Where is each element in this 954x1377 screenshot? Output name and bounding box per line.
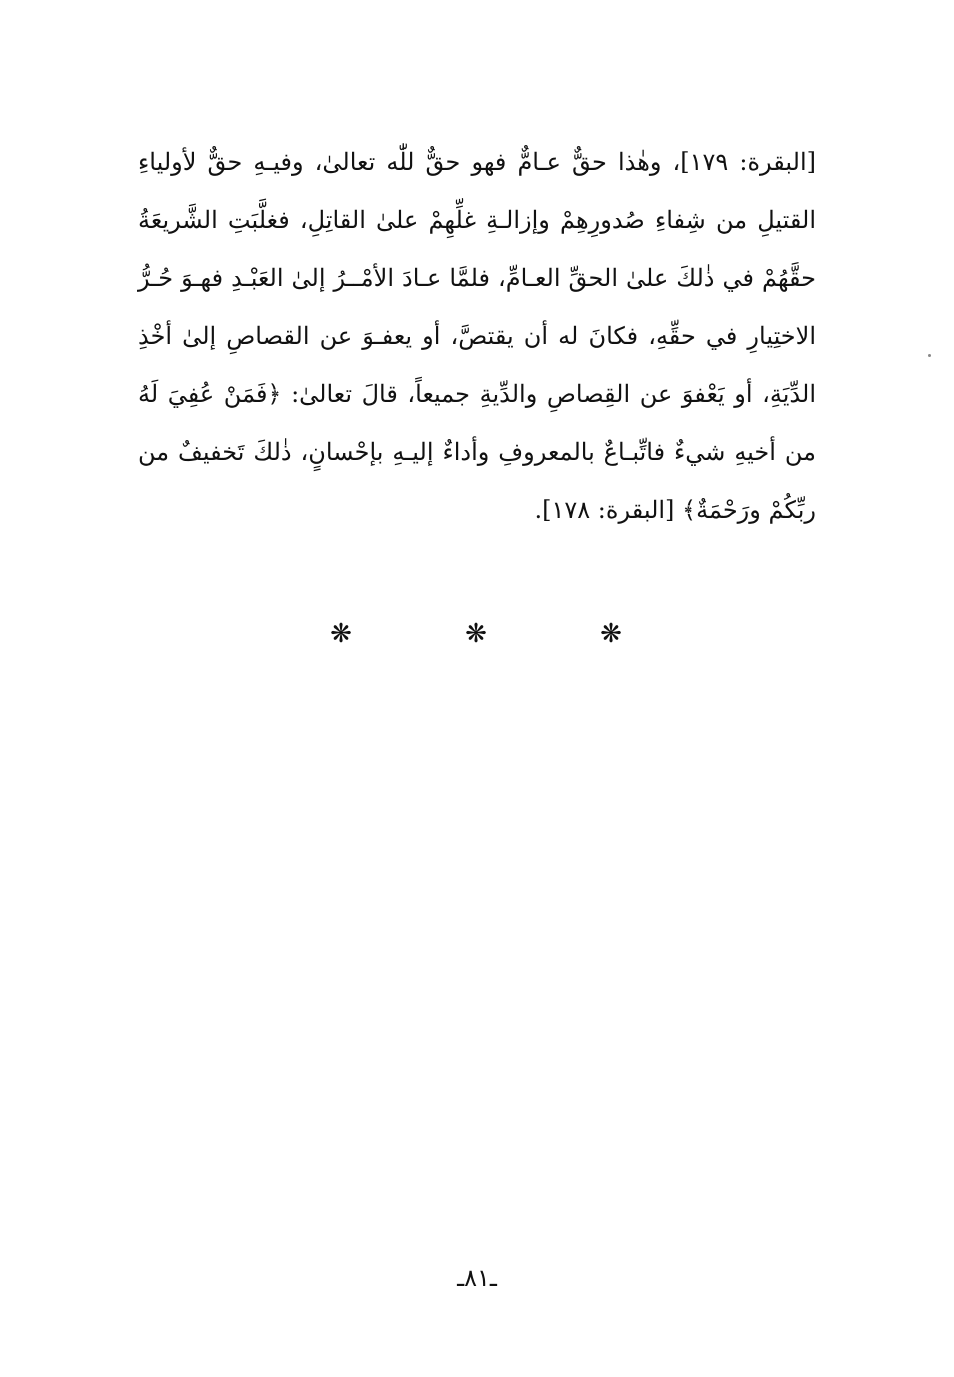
text-line: القتيلِ من شِفاءِ صُدورِهِمْ وإزالـةِ غلِّهِمْ علىٰ القاتِلِ، فغلَّبَتِ الشَّريعَةُ [138, 206, 816, 234]
text-line: ربِّكُمْ ورَحْمَةٌ﴾ [البقرة: ١٧٨]. [534, 496, 816, 524]
text-line: الاختِيارِ في حقِّهِ، فكانَ له أن يقتصَّ، أو يعفـوَ عن القصاصِ إلىٰ أخْذِ [138, 322, 816, 350]
asterism-star-icon: ❋ [600, 619, 622, 649]
asterism-star-icon: ❋ [330, 619, 352, 649]
text-line: حقَّهُمْ في ذٰلكَ علىٰ الحقِّ العـامِّ، فلمَّا عـادَ الأمْــرُ إلىٰ العَبْـدِ فهـوَ حُـرُّ [138, 264, 816, 292]
section-separator [326, 614, 626, 654]
body-paragraph [138, 133, 816, 539]
text-line: الدِّيَةِ، أو يَعْفوَ عن القِصاصِ والدِّيةِ جميعاً، قالَ تعالىٰ: ﴿فَمَنْ عُفِيَ لَهُ [138, 380, 816, 408]
asterism-star-icon: ❋ [465, 619, 487, 649]
text-line: [البقرة: ١٧٩]، وهٰذا حقٌّ عـامٌّ فهو حقٌّ للّٰه تعالىٰ، وفيـهِ حقٌّ لأولياءِ [138, 148, 817, 176]
scan-speck [928, 354, 931, 357]
page-number: ـ٨١ـ [457, 1264, 497, 1292]
text-line: من أخيهِ شيءٌ فاتِّبـاعٌ بالمعروفِ وأداءٌ إليـهِ بإحْسانٍ، ذٰلكَ تَخفيفٌ من [138, 438, 816, 466]
